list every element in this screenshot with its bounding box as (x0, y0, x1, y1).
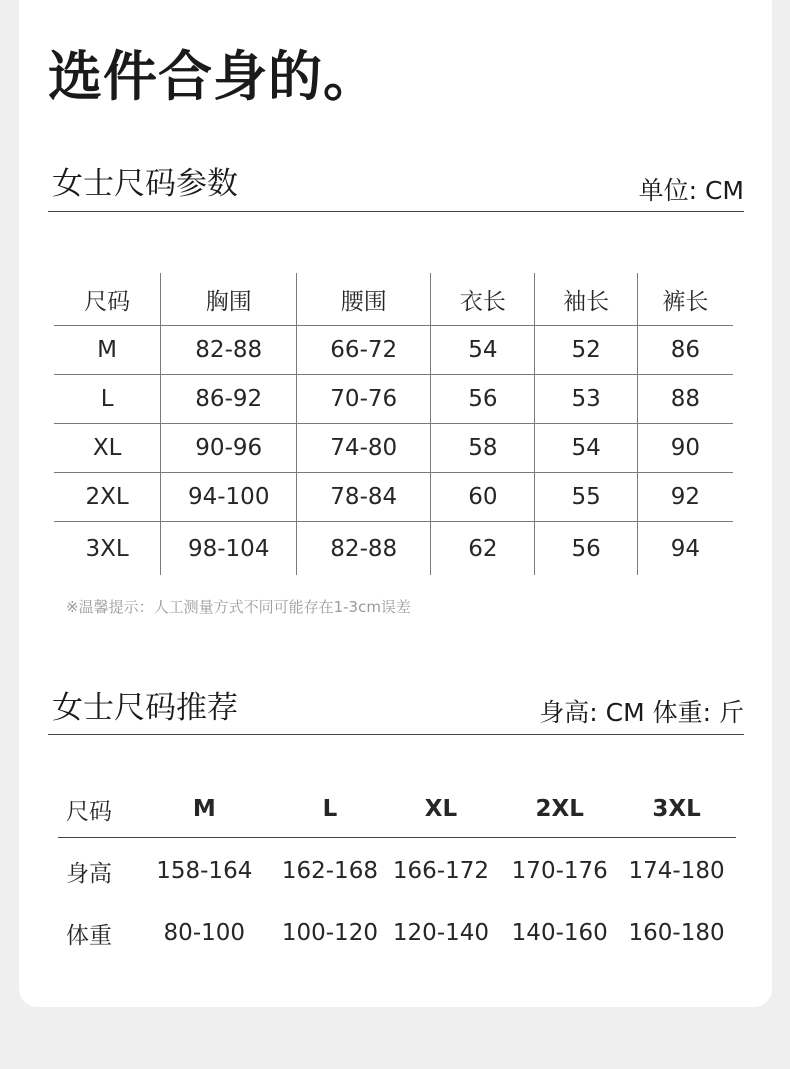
table-cell: 100-120 (281, 920, 378, 946)
table-cell: 82-88 (297, 522, 431, 575)
header-cell: 尺码 (54, 273, 161, 325)
size-params-unit: 单位: CM (638, 176, 744, 205)
table-row (54, 522, 733, 575)
table-cell: 55 (535, 473, 637, 521)
section-divider (48, 734, 744, 735)
table-cell: 54 (535, 424, 637, 472)
table-cell: 53 (535, 375, 637, 423)
header-cell: 尺码 (66, 798, 112, 825)
header-cell: 2XL (535, 796, 584, 822)
table-header-row (58, 781, 736, 838)
table-cell: 2XL (54, 473, 161, 521)
table-cell: 94 (670, 535, 700, 562)
table-row (58, 838, 736, 904)
size-recommend-unit: 身高: CM 体重: 斤 (539, 698, 744, 727)
table-row (54, 375, 733, 424)
table-cell: 162-168 (281, 858, 378, 884)
table-cell: 86-92 (161, 375, 297, 423)
table-header-row (54, 273, 733, 326)
table-cell: XL (54, 424, 161, 472)
table-cell: 88 (670, 386, 700, 412)
table-cell: 174-180 (628, 858, 725, 884)
table-cell: 94-100 (161, 473, 297, 521)
header-cell: XL (424, 796, 458, 822)
page-title: 选件合身的。 (48, 45, 378, 108)
header-cell: 胸围 (161, 273, 297, 325)
section-divider (48, 211, 744, 212)
table-cell: 82-88 (161, 326, 297, 374)
table-row (58, 904, 736, 962)
header-cell: 3XL (652, 796, 701, 822)
row-label: 体重 (66, 922, 112, 949)
table-cell: 58 (431, 424, 535, 472)
header-cell: L (322, 796, 338, 822)
header-cell: M (192, 796, 216, 822)
size-recommend-title: 女士尺码推荐 (52, 690, 238, 726)
table-cell: 90-96 (161, 424, 297, 472)
table-cell: 3XL (54, 522, 161, 575)
table-cell: 52 (535, 326, 637, 374)
table-cell: 166-172 (392, 858, 489, 884)
header-cell: 袖长 (535, 273, 637, 325)
table-cell: 92 (670, 484, 700, 510)
table-cell: M (54, 326, 161, 374)
table-cell: 140-160 (511, 920, 608, 946)
header-cell: 衣长 (431, 273, 535, 325)
table-cell: 56 (431, 375, 535, 423)
table-cell: 160-180 (628, 920, 725, 946)
table-cell: 170-176 (511, 858, 608, 884)
size-recommend-table (58, 781, 736, 962)
table-row (54, 424, 733, 473)
table-cell: 74-80 (297, 424, 431, 472)
size-params-table (54, 273, 733, 575)
table-cell: 78-84 (297, 473, 431, 521)
header-cell: 腰围 (297, 273, 431, 325)
table-cell: 62 (431, 522, 535, 575)
measurement-tip: ※温馨提示：人工测量方式不同可能存在1-3cm误差 (66, 598, 411, 616)
table-cell: 66-72 (297, 326, 431, 374)
table-cell: 70-76 (297, 375, 431, 423)
table-cell: 80-100 (163, 920, 246, 946)
row-label: 身高 (66, 860, 112, 887)
table-cell: 54 (431, 326, 535, 374)
table-row (54, 473, 733, 522)
table-cell: 56 (535, 522, 637, 575)
table-cell: L (54, 375, 161, 423)
table-cell: 86 (670, 337, 700, 363)
table-cell: 158-164 (156, 858, 253, 884)
table-row (54, 326, 733, 375)
table-cell: 98-104 (161, 522, 297, 575)
table-cell: 60 (431, 473, 535, 521)
size-params-title: 女士尺码参数 (52, 166, 238, 202)
table-cell: 120-140 (392, 920, 489, 946)
header-cell: 裤长 (662, 288, 709, 315)
table-cell: 90 (670, 435, 700, 461)
